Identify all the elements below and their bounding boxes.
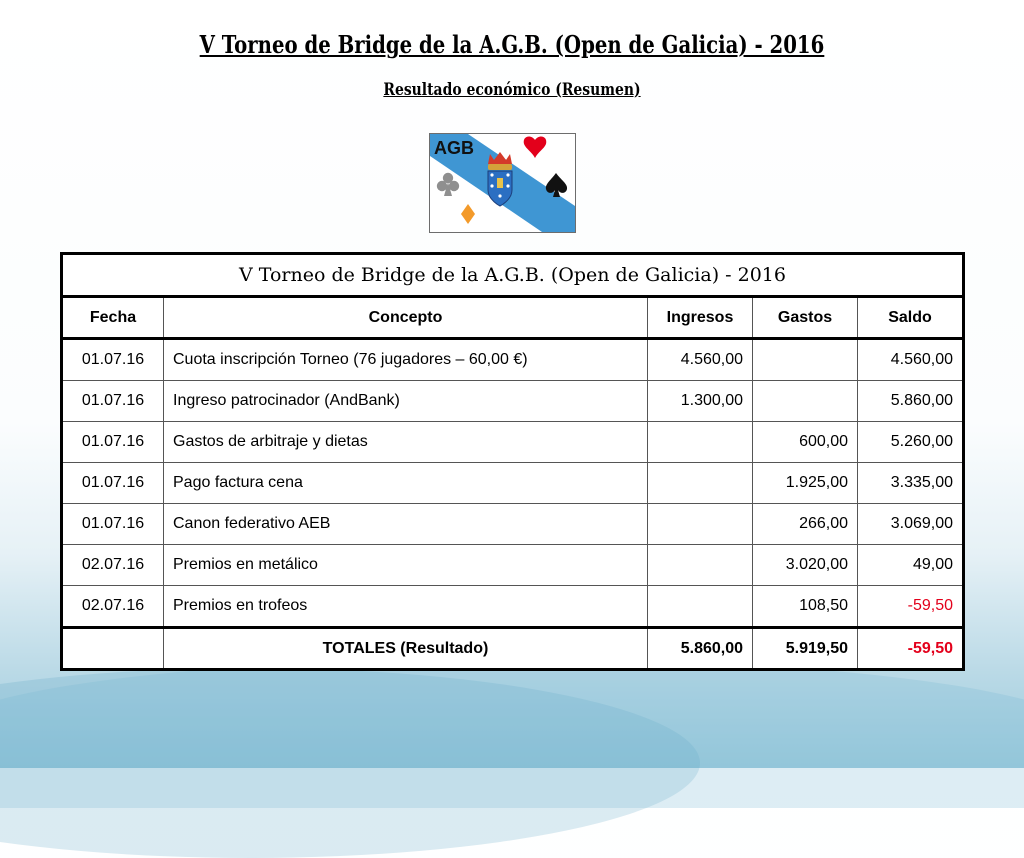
header-gastos: Gastos bbox=[753, 297, 858, 339]
table-row bbox=[62, 463, 964, 504]
club-suit-icon bbox=[437, 173, 459, 196]
cell-ingresos: 1.300,00 bbox=[648, 381, 753, 422]
totals-row bbox=[62, 628, 964, 670]
cell-ingresos bbox=[648, 463, 753, 504]
cell-gastos: 600,00 bbox=[753, 422, 858, 463]
cell-gastos: 108,50 bbox=[753, 586, 858, 628]
cell-concepto: Canon federativo AEB bbox=[164, 504, 648, 545]
cell-concepto: Pago factura cena bbox=[164, 463, 648, 504]
logo-text: AGB bbox=[434, 138, 474, 158]
cell-fecha: 01.07.16 bbox=[62, 339, 164, 381]
galicia-coat-of-arms-icon bbox=[488, 152, 512, 206]
cell-fecha: 02.07.16 bbox=[62, 586, 164, 628]
header-concepto: Concepto bbox=[164, 297, 648, 339]
table-row bbox=[62, 339, 964, 381]
cell-ingresos bbox=[648, 545, 753, 586]
agb-logo bbox=[429, 133, 576, 233]
cell-concepto: Gastos de arbitraje y dietas bbox=[164, 422, 648, 463]
cell-saldo: 5.260,00 bbox=[858, 422, 964, 463]
table-caption-row bbox=[62, 254, 964, 297]
cell-gastos: 266,00 bbox=[753, 504, 858, 545]
header-saldo: Saldo bbox=[858, 297, 964, 339]
table-header-row bbox=[62, 297, 964, 339]
header-ingresos: Ingresos bbox=[648, 297, 753, 339]
cell-fecha: 01.07.16 bbox=[62, 504, 164, 545]
cell-concepto: Ingreso patrocinador (AndBank) bbox=[164, 381, 648, 422]
table-row bbox=[62, 586, 964, 628]
heart-suit-icon bbox=[524, 137, 547, 158]
table-row bbox=[62, 381, 964, 422]
cell-ingresos bbox=[648, 504, 753, 545]
cell-saldo: 49,00 bbox=[858, 545, 964, 586]
table-row bbox=[62, 545, 964, 586]
totals-label: TOTALES (Resultado) bbox=[164, 628, 648, 670]
cell-saldo-negative: -59,50 bbox=[858, 586, 964, 628]
totals-gastos: 5.919,50 bbox=[753, 628, 858, 670]
cell-concepto: Premios en trofeos bbox=[164, 586, 648, 628]
cell-concepto: Cuota inscripción Torneo (76 jugadores – 60,00 €) bbox=[164, 339, 648, 381]
cell-fecha: 02.07.16 bbox=[62, 545, 164, 586]
header-fecha: Fecha bbox=[62, 297, 164, 339]
table-row bbox=[62, 504, 964, 545]
cell-fecha: 01.07.16 bbox=[62, 381, 164, 422]
totals-saldo-negative: -59,50 bbox=[858, 628, 964, 670]
cell-ingresos bbox=[648, 422, 753, 463]
cell-gastos bbox=[753, 339, 858, 381]
cell-ingresos: 4.560,00 bbox=[648, 339, 753, 381]
cell-fecha: 01.07.16 bbox=[62, 463, 164, 504]
totals-ingresos: 5.860,00 bbox=[648, 628, 753, 670]
cell-saldo: 3.069,00 bbox=[858, 504, 964, 545]
cell-gastos: 1.925,00 bbox=[753, 463, 858, 504]
slide-title: V Torneo de Bridge de la A.G.B. (Open de Galicia) - 2016 bbox=[199, 30, 825, 59]
cell-concepto: Premios en metálico bbox=[164, 545, 648, 586]
cell-fecha: 01.07.16 bbox=[62, 422, 164, 463]
cell-ingresos bbox=[648, 586, 753, 628]
cell-gastos: 3.020,00 bbox=[753, 545, 858, 586]
totals-empty-cell bbox=[62, 628, 164, 670]
cell-saldo: 5.860,00 bbox=[858, 381, 964, 422]
results-table bbox=[60, 252, 965, 671]
cell-saldo: 3.335,00 bbox=[858, 463, 964, 504]
slide-subtitle: Resultado económico (Resumen) bbox=[383, 80, 641, 100]
cell-gastos bbox=[753, 381, 858, 422]
table-row bbox=[62, 422, 964, 463]
diamond-suit-icon bbox=[461, 204, 475, 224]
table-caption: V Torneo de Bridge de la A.G.B. (Open de Galicia) - 2016 bbox=[62, 254, 964, 297]
cell-saldo: 4.560,00 bbox=[858, 339, 964, 381]
background-wave bbox=[0, 658, 1024, 808]
